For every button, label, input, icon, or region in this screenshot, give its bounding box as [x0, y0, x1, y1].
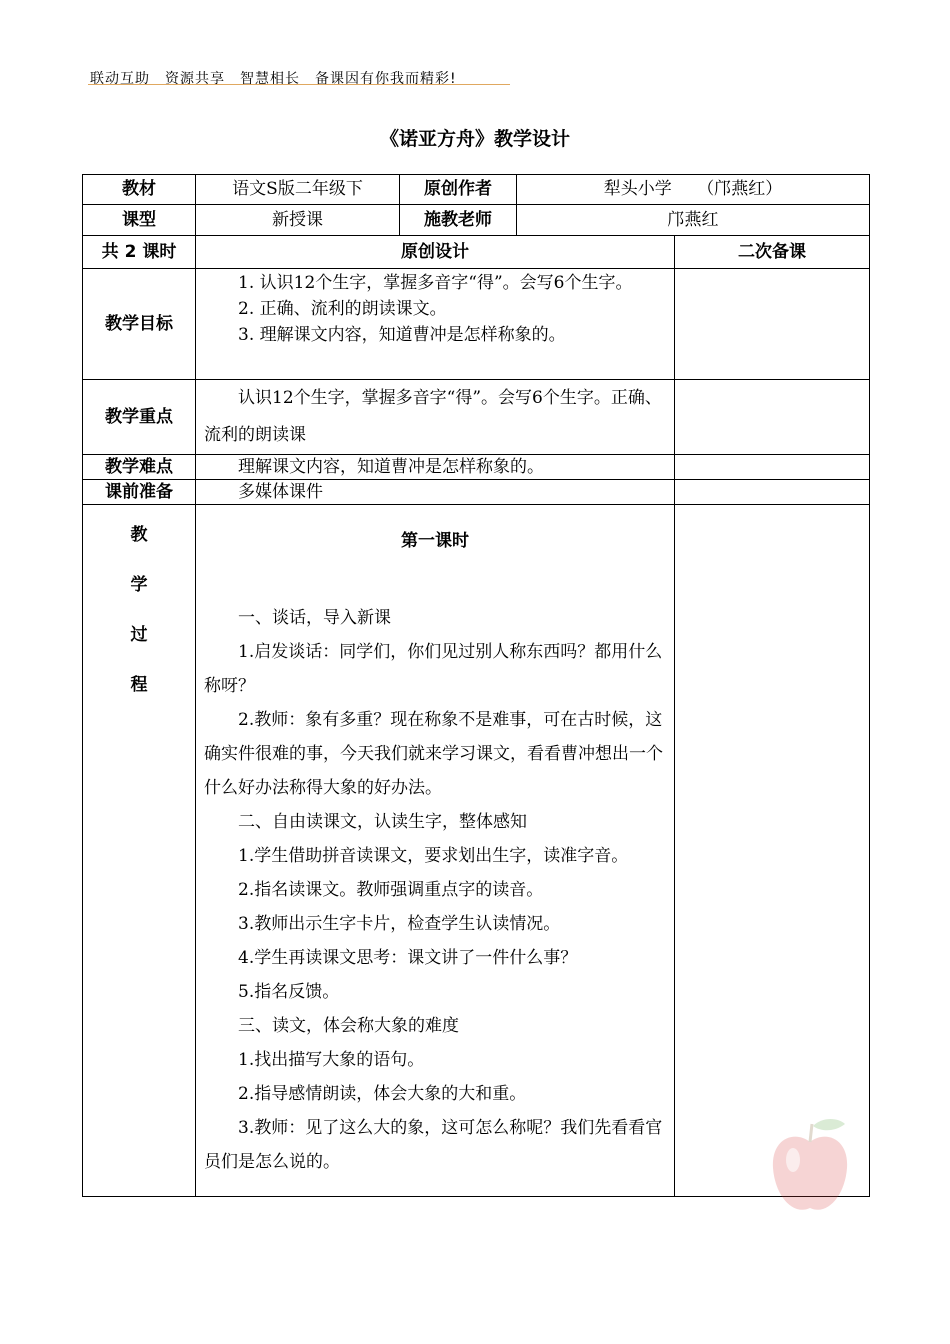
process-paragraph: 4.学生再读课文思考：课文讲了一件什么事？ — [238, 948, 578, 969]
goal-item: 2. 正确、流利的朗读课文。 — [238, 299, 447, 319]
process-paragraph: 1.学生借助拼音读课文，要求划出生字，读准字音。 — [238, 846, 629, 867]
process-second-prep — [675, 505, 870, 1197]
process-paragraph: 1.启发谈话：同学们，你们见过别人称东西吗？都用什么称呀？ — [204, 642, 663, 697]
process-paragraph: 一、谈话，导入新课 — [238, 608, 391, 629]
process-paragraph: 3.教师：见了这么大的象，这可怎么称呢？我们先看看官员们是怎么说的。 — [204, 1118, 663, 1173]
goals-second-prep — [675, 269, 870, 380]
process-paragraph: 三、读文，体会称大象的难度 — [238, 1016, 459, 1037]
difficulty-text: 理解课文内容，知道曹冲是怎样称象的。 — [238, 456, 544, 477]
process-label-char: 教 — [130, 525, 148, 545]
author-value: 犁头小学 （邝燕红） — [517, 175, 870, 205]
difficulty-content — [196, 455, 675, 480]
preparation-second-prep — [675, 480, 870, 505]
lesson-plan-table — [82, 174, 870, 1197]
key-points-row — [83, 380, 870, 455]
process-label-char: 程 — [130, 675, 148, 695]
lesson-title: 第一课时 — [401, 531, 469, 551]
process-paragraph: 2.教师：象有多重？现在称象不是难事，可在古时候，这确实件很难的事，今天我们就来学习课文，看看曹冲想出一个什么好办法称得大象的好办法。 — [204, 710, 663, 799]
key-points-second-prep — [675, 380, 870, 455]
apple-icon — [765, 1112, 855, 1222]
process-paragraph: 二、自由读课文，认读生字，整体感知 — [238, 812, 527, 833]
textbook-label: 教材 — [83, 175, 196, 205]
process-content — [196, 505, 675, 1197]
difficulty-label: 教学难点 — [83, 455, 196, 480]
class-hours: 共 2 课时 — [83, 236, 196, 269]
preparation-content — [196, 480, 675, 505]
original-design-header: 原创设计 — [196, 236, 675, 269]
preparation-row — [83, 480, 870, 505]
key-points-label: 教学重点 — [83, 380, 196, 455]
difficulty-row — [83, 455, 870, 480]
process-paragraph: 2.指名读课文。教师强调重点字的读音。 — [238, 880, 544, 901]
process-label — [83, 505, 196, 1197]
page-title: 《诺亚方舟》教学设计 — [379, 128, 570, 150]
column-header-row — [83, 236, 870, 269]
textbook-value: 语文S版二年级下 — [196, 175, 400, 205]
key-points-content — [196, 380, 675, 455]
process-paragraph: 3.教师出示生字卡片，检查学生认读情况。 — [238, 914, 561, 935]
lesson-type-value: 新授课 — [196, 205, 400, 236]
process-label-char: 学 — [130, 575, 148, 595]
goal-item: 1. 认识12个生字，掌握多音字“得”。会写6个生字。 — [238, 273, 633, 293]
goals-row — [83, 269, 870, 380]
difficulty-second-prep — [675, 455, 870, 480]
textbook-row — [83, 175, 870, 205]
header-divider — [88, 84, 510, 85]
second-prep-header: 二次备课 — [675, 236, 870, 269]
process-label-char: 过 — [130, 625, 148, 645]
goals-label: 教学目标 — [83, 269, 196, 380]
preparation-text: 多媒体课件 — [238, 481, 323, 502]
goals-content — [196, 269, 675, 380]
header-slogan: 联动互助 资源共享 智慧相长 备课因有你我而精彩! — [90, 71, 457, 87]
author-label: 原创作者 — [400, 175, 517, 205]
lesson-type-label: 课型 — [83, 205, 196, 236]
teacher-label: 施教老师 — [400, 205, 517, 236]
teacher-value: 邝燕红 — [517, 205, 870, 236]
process-paragraph: 1.找出描写大象的语句。 — [238, 1050, 425, 1071]
goal-item: 3. 理解课文内容，知道曹冲是怎样称象的。 — [238, 325, 566, 345]
preparation-label: 课前准备 — [83, 480, 196, 505]
process-row — [83, 505, 870, 1197]
key-points-text: 认识12个生字，掌握多音字“得”。会写6个生字。正确、流利的朗读课 — [204, 388, 662, 445]
process-paragraph: 2.指导感情朗读，体会大象的大和重。 — [238, 1084, 527, 1105]
process-paragraph: 5.指名反馈。 — [238, 982, 340, 1003]
lesson-type-row — [83, 205, 870, 236]
